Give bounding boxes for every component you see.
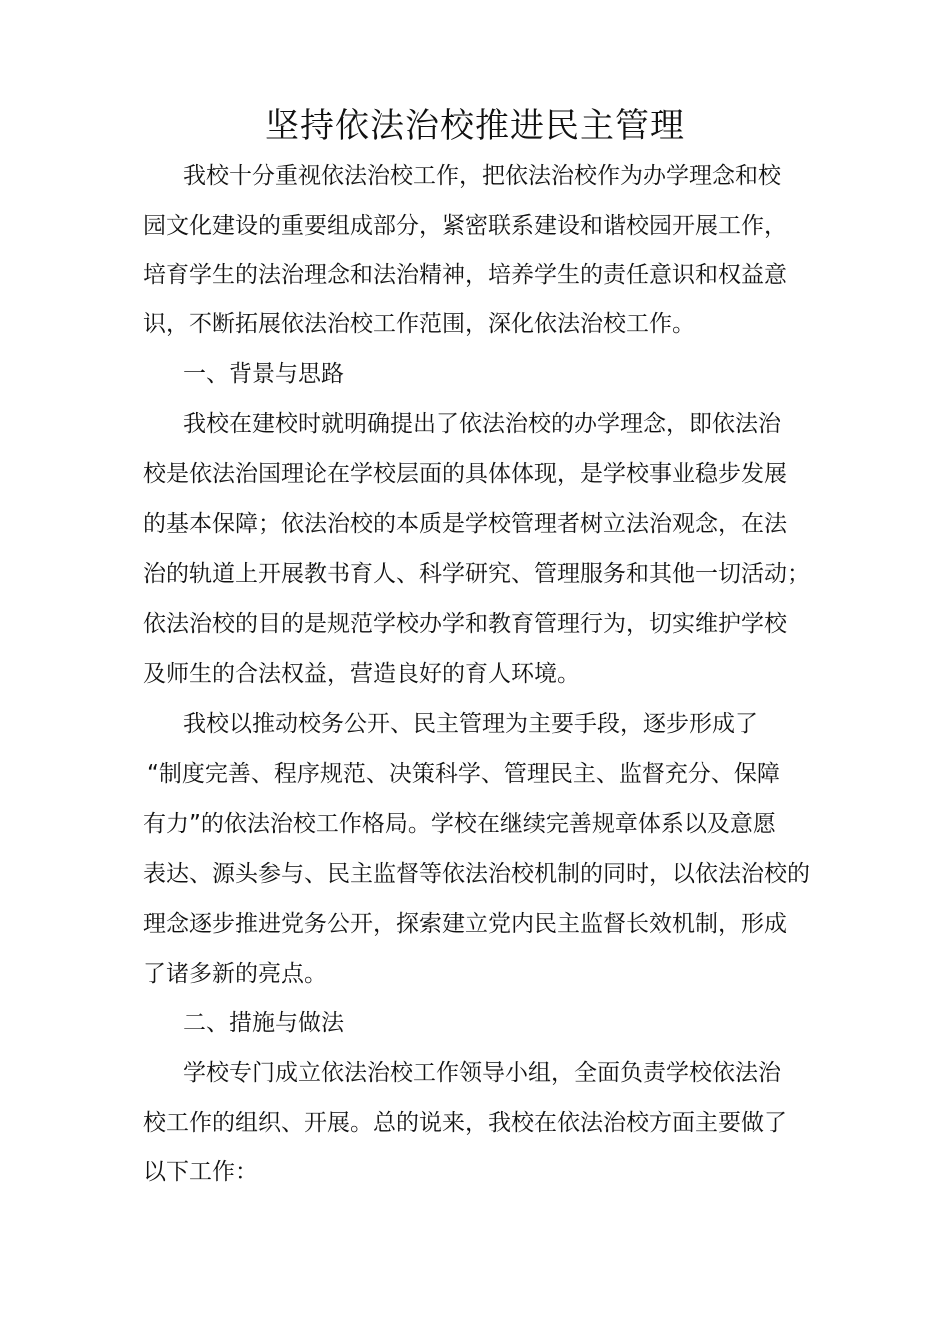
paragraph-line: 的基本保障；依法治校的本质是学校管理者树立法治观念，在法 — [143, 511, 787, 537]
paragraph-line: “制度完善、程序规范、决策科学、管理民主、监督充分、保障 — [147, 761, 780, 787]
paragraph-line: 学校专门成立依法治校工作领导小组，全面负责学校依法治 — [183, 1060, 781, 1086]
paragraph-line: 有力”的依法治校工作格局。学校在继续完善规章体系以及意愿 — [143, 811, 776, 837]
paragraph-line: 我校十分重视依法治校工作，把依法治校作为办学理念和校 — [183, 163, 781, 189]
paragraph-line: 理念逐步推进党务公开，探索建立党内民主监督长效机制，形成 — [143, 911, 787, 937]
paragraph-line: 依法治校的目的是规范学校办学和教育管理行为，切实维护学校 — [143, 611, 787, 637]
paragraph-line: 我校以推动校务公开、民主管理为主要手段，逐步形成了 — [183, 711, 758, 737]
paragraph-line: 校是依法治国理论在学校层面的具体体现，是学校事业稳步发展 — [143, 461, 787, 487]
paragraph-line: 治的轨道上开展教书育人、科学研究、管理服务和其他一切活动； — [143, 561, 810, 587]
paragraph-line: 表达、源头参与、民主监督等依法治校机制的同时，以依法治校的 — [143, 861, 810, 887]
paragraph-line: 了诸多新的亮点。 — [143, 961, 327, 987]
paragraph-line: 以下工作： — [143, 1159, 258, 1185]
paragraph-line: 校工作的组织、开展。总的说来，我校在依法治校方面主要做了 — [143, 1110, 787, 1136]
paragraph-line: 识，不断拓展依法治校工作范围，深化依法治校工作。 — [143, 311, 695, 337]
section-heading: 二、措施与做法 — [183, 1010, 344, 1036]
paragraph-line: 及师生的合法权益，营造良好的育人环境。 — [143, 661, 580, 687]
paragraph-line: 园文化建设的重要组成部分，紧密联系建设和谐校园开展工作， — [143, 213, 787, 239]
paragraph-line: 培育学生的法治理念和法治精神，培养学生的责任意识和权益意 — [143, 262, 787, 288]
section-heading: 一、背景与思路 — [183, 361, 344, 387]
paragraph-line: 我校在建校时就明确提出了依法治校的办学理念，即依法治 — [183, 411, 781, 437]
document-title: 坚持依法治校推进民主管理 — [265, 106, 685, 146]
